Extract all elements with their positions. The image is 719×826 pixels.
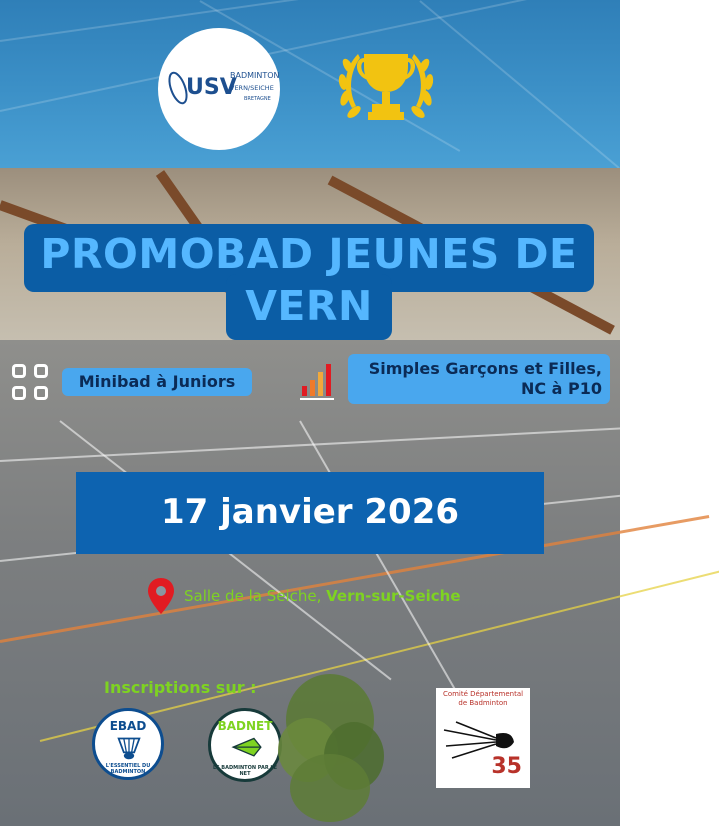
bar-chart-icon — [298, 360, 338, 402]
levels-line-1: Simples Garçons et Filles, — [368, 359, 602, 378]
badnet-name: BADNET — [217, 719, 273, 733]
levels-label — [348, 354, 610, 404]
event-date: 17 janvier 2026 — [160, 492, 460, 532]
event-title: PROMOBAD JEUNES DE VERN — [40, 230, 578, 330]
venue-name: Salle de la Seiche, — [184, 587, 327, 605]
ebad-name: EBAD — [109, 719, 147, 733]
trophy-with-laurels-icon — [330, 36, 442, 132]
usv-logo-mark — [164, 64, 280, 114]
committee-line-2: de Badminton — [458, 699, 508, 707]
levels-line-2: NC à P10 — [520, 379, 602, 398]
club-sub2-text: BRETAGNE — [244, 96, 271, 102]
badnet-tagline: LE BADMINTON PAR LE NET — [212, 765, 278, 777]
category-label: Minibad à Juniors — [62, 368, 252, 396]
shuttlecock-icon — [111, 735, 147, 761]
committee-number: 35 — [491, 754, 522, 779]
location-text — [184, 586, 461, 606]
ebad-tagline: L'ESSENTIEL DU BADMINTON — [105, 763, 151, 775]
club-side-text: BADMINTON — [230, 71, 280, 80]
registration-label: Inscriptions sur : — [104, 678, 257, 697]
ebad-logo[interactable] — [92, 708, 164, 780]
sky-banner — [0, 0, 620, 168]
city-name: Vern-sur-Seiche — [326, 587, 461, 605]
club-sub1-text: VERN/SEICHE — [230, 84, 274, 92]
committee-logo — [436, 688, 530, 788]
club-logo — [158, 28, 280, 150]
map-pin-icon — [148, 578, 174, 614]
tree-foliage — [270, 660, 390, 826]
usv-text: USV — [186, 75, 237, 100]
committee-text — [436, 690, 530, 708]
badnet-shuttle-icon — [229, 735, 265, 761]
grid-icon — [10, 362, 54, 402]
committee-line-1: Comité Départemental — [442, 690, 524, 698]
